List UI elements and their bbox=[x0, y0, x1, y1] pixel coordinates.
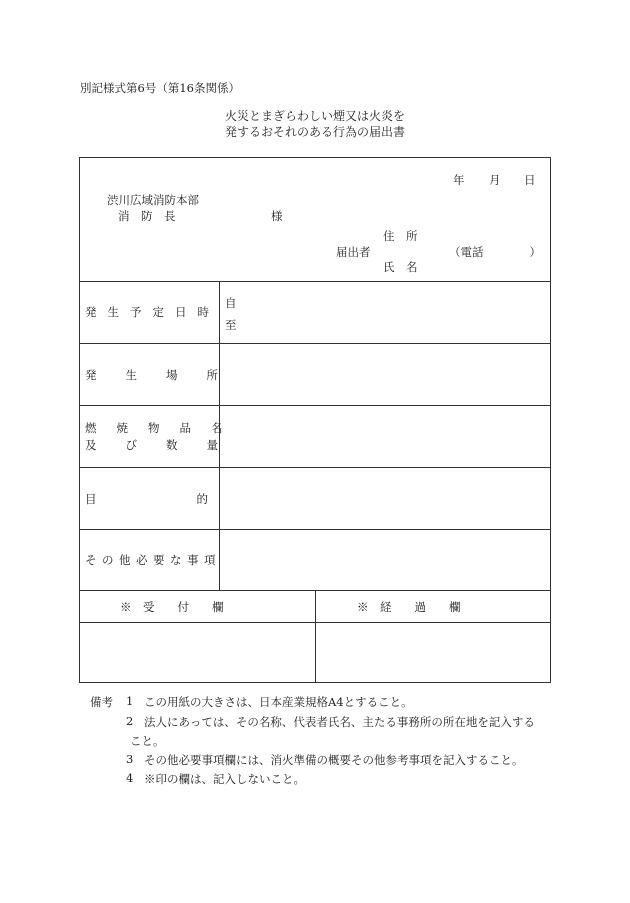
progress-column-header: ※ 経 過 欄 bbox=[357, 600, 461, 614]
name-label: 氏 名 bbox=[383, 260, 418, 274]
note-4: ※印の欄は、記入しないこと。 bbox=[144, 772, 305, 786]
addressee-org: 渋川広域消防本部 bbox=[107, 193, 199, 207]
other-matters-label: その他必要な事項 bbox=[85, 553, 221, 567]
location-label: 発生場所 bbox=[85, 368, 247, 382]
note-3-number: 3 bbox=[126, 752, 134, 766]
row-divider bbox=[80, 467, 550, 468]
scheduled-datetime-label: 発生予定日時 bbox=[85, 305, 220, 319]
note-2-line2: こと。 bbox=[130, 734, 165, 748]
row-divider bbox=[80, 281, 550, 282]
to-label: 至 bbox=[225, 318, 237, 332]
form-title-line2: 発するおそれのある行為の届出書 bbox=[224, 125, 405, 139]
row-divider bbox=[80, 529, 550, 530]
form-table bbox=[79, 157, 551, 683]
reception-column-header: ※ 受 付 欄 bbox=[120, 600, 224, 614]
honorific: 様 bbox=[271, 209, 283, 223]
form-number: 別記様式第6号（第16条関係） bbox=[80, 81, 240, 95]
materials-label-line1: 燃焼物品名 bbox=[85, 421, 243, 435]
date-day: 日 bbox=[524, 173, 536, 187]
date-month: 月 bbox=[489, 173, 501, 187]
materials-label-line2: 及び数量 bbox=[85, 438, 247, 452]
note-2-number: 2 bbox=[126, 714, 134, 728]
phone-label: （電話 ） bbox=[449, 245, 541, 259]
form-title-line1: 火災とまぎらわしい煙又は火炎を bbox=[224, 109, 405, 123]
notifier-label: 届出者 bbox=[336, 245, 371, 259]
addressee-title: 消 防 長 bbox=[118, 209, 176, 223]
note-4-number: 4 bbox=[126, 771, 134, 785]
address-label: 住 所 bbox=[383, 229, 418, 243]
note-1: この用紙の大きさは、日本産業規格A4とすること。 bbox=[144, 695, 413, 709]
note-2-line1: 法人にあっては、その名称、代表者氏名、主たる事務所の所在地を記入する bbox=[144, 715, 535, 729]
bottom-column-divider bbox=[315, 590, 316, 682]
date-year: 年 bbox=[453, 173, 465, 187]
notes-heading: 備考 bbox=[90, 695, 113, 709]
from-label: 自 bbox=[225, 296, 237, 310]
note-3: その他必要事項欄には、消火準備の概要その他参考事項を記入すること。 bbox=[144, 753, 524, 767]
row-divider bbox=[80, 405, 550, 406]
row-divider bbox=[80, 343, 550, 344]
note-1-number: 1 bbox=[126, 694, 134, 708]
purpose-label: 目的 bbox=[85, 492, 308, 506]
